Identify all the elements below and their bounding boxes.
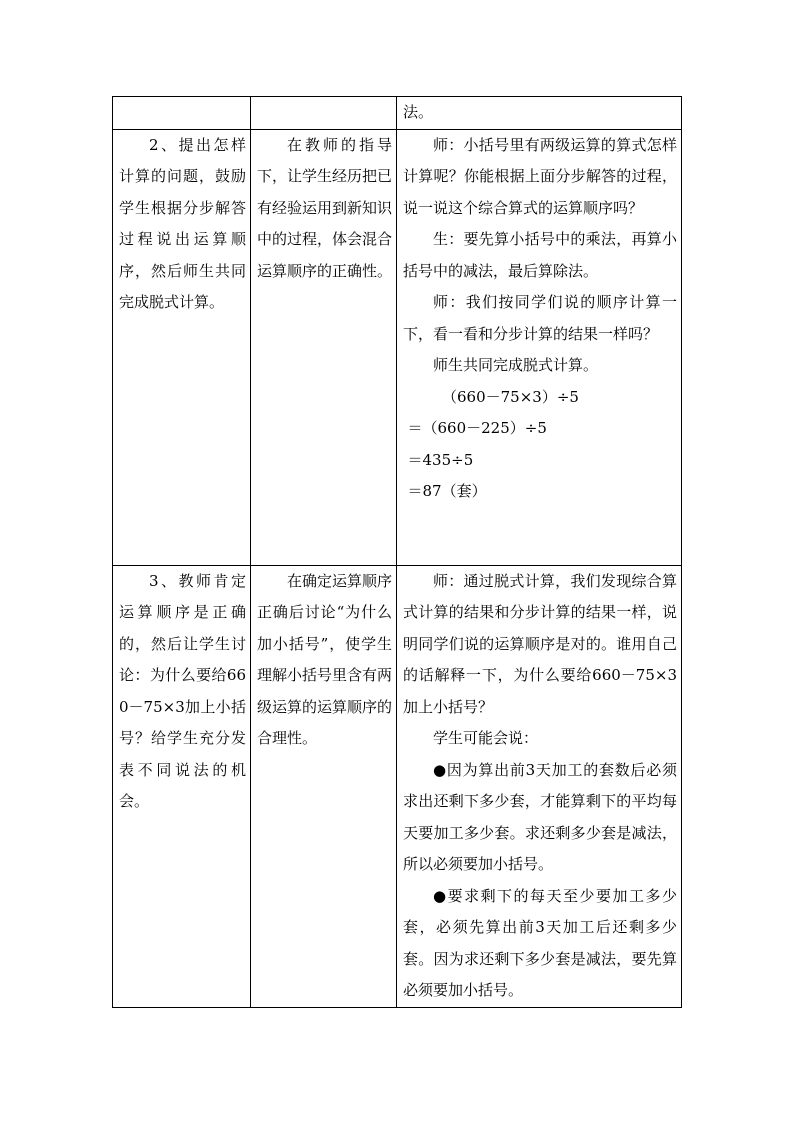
cell-text: 法。 (403, 103, 434, 121)
formula-line: （660－75×3）÷5 (442, 387, 579, 406)
formula-line: ＝（660－225）÷5 (407, 419, 547, 437)
dialogue-paragraph: 师：小括号里有两级运算的算式怎样计算呢？你能根据上面分步解答的过程，说一说这个综合算式的运算顺序吗？ (403, 135, 677, 217)
formula-line: ＝435÷5 (407, 450, 474, 469)
dialogue-paragraph: 师生共同完成脱式计算。 (433, 356, 599, 374)
table-cell-intent (251, 129, 397, 565)
dialogue-paragraph: ●要求剩下的每天至少要加工多少套，必须先算出前3天加工后还剩多少套。因为求还剩下多少套是减法，要先算必须要加小括号。 (403, 886, 677, 999)
table-cell (113, 97, 251, 130)
table-cell (397, 97, 682, 130)
dialogue-paragraph: 学生可能会说： (433, 729, 539, 747)
cell-text: 2、提出怎样计算的问题，鼓励学生根据分步解答过程说出运算顺序，然后师生共同完成脱式计算。 (119, 135, 246, 311)
table-cell-activity (113, 565, 251, 1007)
table-row (113, 129, 682, 565)
dialogue-paragraph: ●因为算出前3天加工的套数后必须求出还剩下多少套，才能算剩下的平均每天要加工多少套。求还剩多少套是减法，所以必须要加小括号。 (403, 760, 677, 873)
table-cell-activity (113, 129, 251, 565)
dialogue-paragraph: 生：要先算小括号中的乘法，再算小括号中的减法，最后算除法。 (403, 230, 677, 280)
table-row (113, 97, 682, 130)
cell-text: 3、教师肯定运算顺序是正确的，然后让学生讨论：为什么要给660－75×3加上小括号？给学生充分发表不同说法的机会。 (119, 571, 246, 810)
table-cell (251, 97, 397, 130)
table-cell-intent (251, 565, 397, 1007)
cell-text: 在教师的指导下，让学生经历把已有经验运用到新知识中的过程，体会混合运算顺序的正确性。 (257, 135, 393, 280)
table-row (113, 565, 682, 1007)
table-cell-dialogue (397, 565, 682, 1007)
formula-line: ＝87（套） (407, 482, 487, 500)
dialogue-paragraph: 师：我们按同学们说的顺序计算一下，看一看和分步计算的结果一样吗？ (403, 293, 677, 343)
table-cell-dialogue (397, 129, 682, 565)
cell-text: 在确定运算顺序正确后讨论“为什么加小括号”，使学生理解小括号里含有两级运算的运算顺序的合理性。 (257, 571, 393, 747)
lesson-plan-table (112, 96, 682, 1008)
dialogue-paragraph: 师：通过脱式计算，我们发现综合算式计算的结果和分步计算的结果一样，说明同学们说的运算顺序是对的。谁用自己的话解释一下，为什么要给660－75×3加上小括号？ (403, 571, 677, 716)
